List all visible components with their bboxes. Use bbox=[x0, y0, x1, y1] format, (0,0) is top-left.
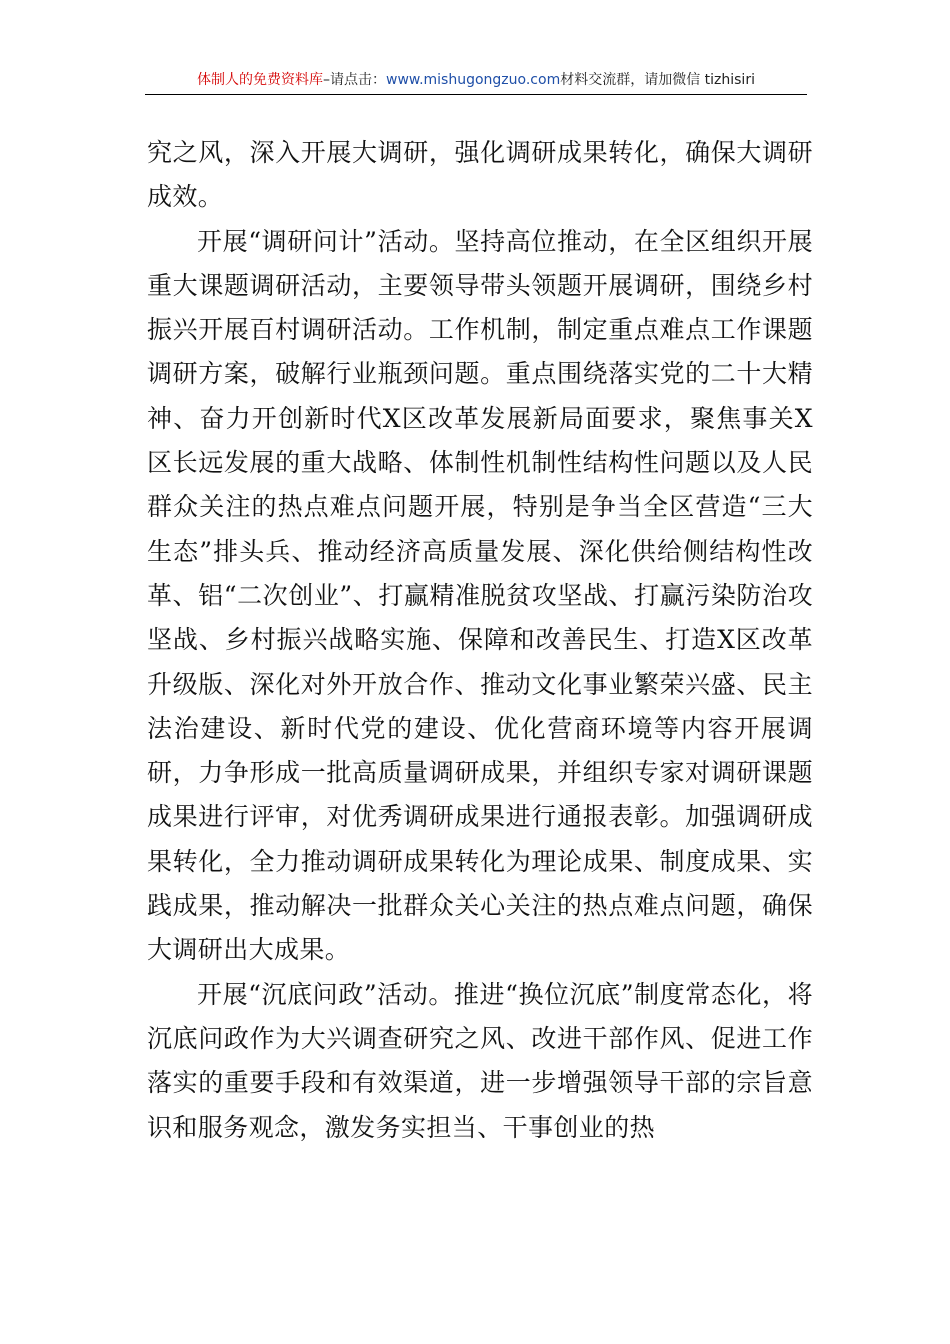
header-contact: 材料交流群，请加微信 tizhisiri bbox=[560, 72, 755, 88]
header-url-link[interactable]: www.mishugongzuo.com bbox=[386, 72, 561, 88]
document-body bbox=[147, 131, 813, 1150]
page-header bbox=[145, 66, 807, 95]
header-prompt: –请点击： bbox=[323, 72, 387, 88]
header-site-name: 体制人的免费资料库 bbox=[197, 72, 324, 88]
paragraph-grassroots-activity: 开展“沉底问政”活动。推进“换位沉底”制度常态化，将沉底问政作为大兴调查研究之风、改进干部作风、促进工作落实的重要手段和有效渠道，进一步增强领导干部的宗旨意识和服务观念，激发务实担当、干事创业的热 bbox=[147, 979, 813, 1142]
paragraph-research-activity: 开展“调研问计”活动。坚持高位推动，在全区组织开展重大课题调研活动，主要领导带头领题开展调研，围绕乡村振兴开展百村调研活动。工作机制，制定重点难点工作课题调研方案，破解行业瓶颈问题。重点围绕落实党的二十大精神、奋力开创新时代X区改革发展新局面要求，聚焦事关X区长远发展的重大战略、体制性机制性结构性问题以及人民群众关注的热点难点问题开展，特别是争当全区营造“三大生态”排头兵、推动经济高质量发展、深化供给侧结构性改革、铝“二次创业”、打赢精准脱贫攻坚战、打赢污染防治攻坚战、乡村振兴战略实施、保障和改善民生、打造X区改革升级版、深化对外开放合作、推动文化事业繁荣兴盛、民主法治建设、新时代党的建设、优化营商环境等内容开展调研，力争形成一批高质量调研成果，并组织专家对调研课题成果进行评审，对优秀调研成果进行通报表彰。加强调研成果转化，全力推动调研成果转化为理论成果、制度成果、实践成果，推动解决一批群众关心关注的热点难点问题，确保大调研出大成果。 bbox=[147, 226, 813, 965]
paragraph-continuation: 究之风，深入开展大调研，强化调研成果转化，确保大调研成效。 bbox=[147, 138, 813, 212]
